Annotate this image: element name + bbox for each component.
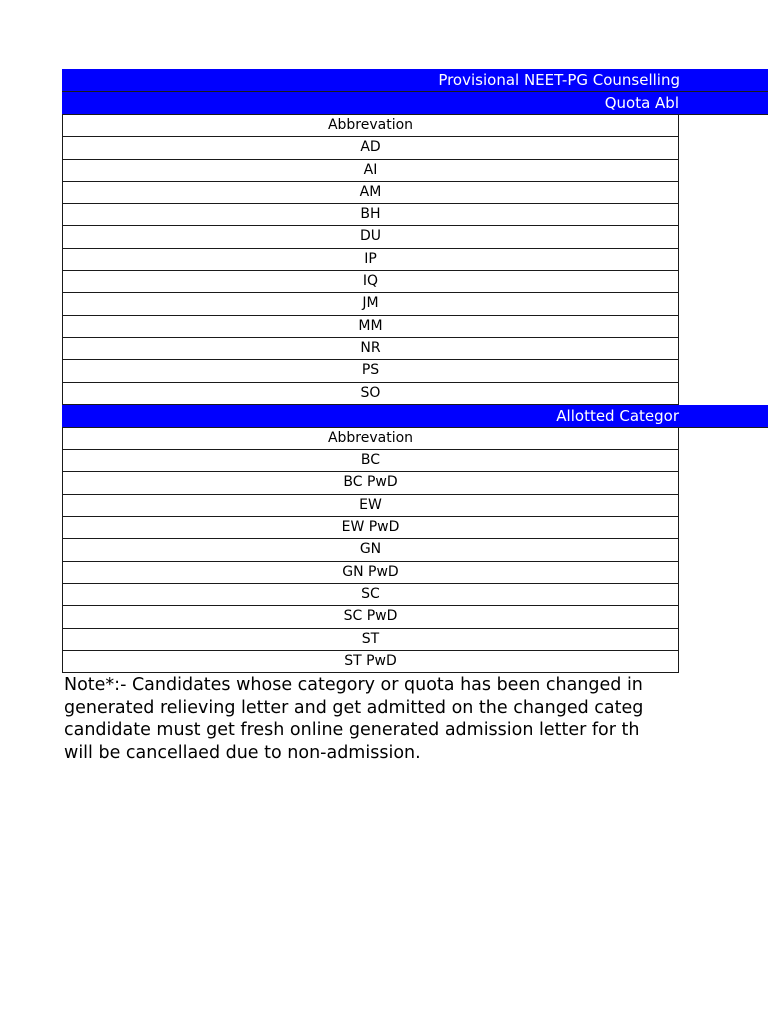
- table-row: EW PwD: [63, 517, 678, 539]
- table-row: IP: [63, 249, 678, 271]
- table-row: AI: [63, 160, 678, 182]
- table-row: DU: [63, 226, 678, 248]
- table-row: PS: [63, 360, 678, 382]
- table-row: BH: [63, 204, 678, 226]
- note-line: generated relieving letter and get admitted on the changed categ: [64, 697, 644, 718]
- table-row: GN: [63, 539, 678, 561]
- table-row: NR: [63, 338, 678, 360]
- table-row: JM: [63, 293, 678, 315]
- category-section-banner: [62, 405, 768, 428]
- counselling-sheet: [62, 69, 768, 673]
- quota-section-title: Quota Abl: [604, 94, 679, 112]
- category-section-title: Allotted Categor: [556, 406, 679, 425]
- note-text: [64, 674, 679, 763]
- quota-column-header: Abbrevation: [63, 115, 678, 137]
- table-row: BC: [63, 450, 678, 472]
- table-row: AD: [63, 137, 678, 159]
- table-row: BC PwD: [63, 472, 678, 494]
- table-row: ST: [63, 629, 678, 651]
- table-row: AM: [63, 182, 678, 204]
- title-banner: [62, 69, 768, 92]
- table-row: SO: [63, 383, 678, 405]
- table-row: SC: [63, 584, 678, 606]
- quota-table: [62, 115, 679, 405]
- table-row: SC PwD: [63, 606, 678, 628]
- note-line: will be cancellaed due to non-admission.: [64, 742, 421, 763]
- note-line: Note*:- Candidates whose category or quota has been changed in: [64, 675, 643, 695]
- table-row: GN PwD: [63, 562, 678, 584]
- note-line: candidate must get fresh online generated admission letter for th: [64, 720, 640, 740]
- table-row: ST PwD: [63, 651, 678, 673]
- category-column-header: Abbrevation: [63, 428, 678, 450]
- category-table: [62, 428, 679, 673]
- quota-section-banner: [62, 92, 768, 115]
- page-title: Provisional NEET-PG Counselling: [438, 71, 680, 89]
- table-row: MM: [63, 316, 678, 338]
- table-row: EW: [63, 495, 678, 517]
- table-row: IQ: [63, 271, 678, 293]
